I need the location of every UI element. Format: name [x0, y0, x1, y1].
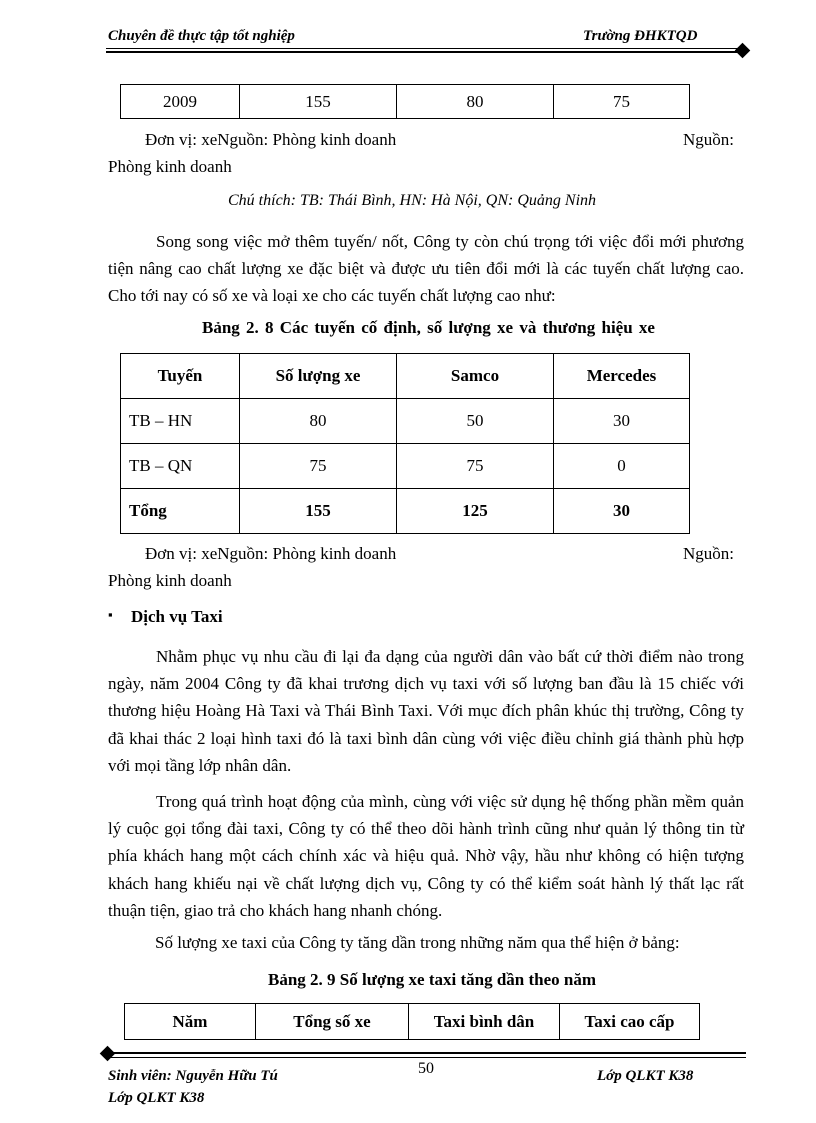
footer-class-right: Lớp QLKT K38: [597, 1068, 694, 1084]
header-rule-thin: [106, 48, 738, 49]
paragraph-4: Số lượng xe taxi của Công ty tăng dần trong những năm qua thể hiện ở bảng:: [155, 933, 680, 952]
table-row: [121, 444, 690, 489]
table-header-cell: Taxi bình dân: [409, 1004, 560, 1040]
table-cell: 80: [397, 85, 554, 119]
section-heading: Dịch vụ Taxi: [131, 607, 223, 626]
footer-student: Sinh viên: Nguyễn Hữu Tú: [108, 1068, 278, 1084]
table-header-cell: Năm: [125, 1004, 256, 1040]
source-cont-2: Phòng kinh doanh: [108, 571, 232, 590]
table-2-9: [124, 1003, 700, 1040]
source-note-1: Đơn vị: xeNguồn: Phòng kinh doanh: [145, 130, 397, 149]
footer-class-left: Lớp QLKT K38: [108, 1090, 205, 1106]
header-title-left: Chuyên đề thực tập tốt nghiệp: [108, 28, 295, 44]
table-cell: 75: [397, 444, 554, 489]
table-cell: 30: [554, 489, 690, 534]
table-2-9-caption: Bảng 2. 9 Số lượng xe taxi tăng dần theo năm: [268, 970, 597, 989]
table-cell: 75: [554, 85, 690, 119]
table-cell: TB – QN: [121, 444, 240, 489]
footer-rule-thick: [108, 1052, 746, 1054]
table-header-cell: Taxi cao cấp: [560, 1004, 700, 1040]
bullet-icon: ▪: [108, 607, 113, 622]
table-cell: 75: [240, 444, 397, 489]
table-header-row: [125, 1004, 700, 1040]
table-cell: 30: [554, 399, 690, 444]
table-header-cell: Mercedes: [554, 354, 690, 399]
table-cell: 0: [554, 444, 690, 489]
header-rule-thick: [106, 51, 738, 53]
table-header-row: [121, 354, 690, 399]
footer-rule-thin: [108, 1057, 746, 1058]
table-cell: 2009: [121, 85, 240, 119]
paragraph-2: Nhằm phục vụ nhu cầu đi lại đa dạng của người dân vào bất cứ thời điểm nào trong ngày, năm 2004 Công ty đã khai trương dịch vụ taxi với số lượng ban đầu là 15 chiếc với thương hiệu Hoàng Hà Taxi và Thái Bình Taxi. Với mục đích phân khúc thị trường, Công ty đã khai thác 2 loại hình taxi đó là taxi bình dân cùng với việc điều chỉnh giá thành phù hợp với mọi tầng lớp nhân dân.: [108, 647, 744, 775]
table-top-remnant: [120, 84, 690, 119]
table-row: [121, 399, 690, 444]
table-total-row: [121, 489, 690, 534]
table-row: [121, 85, 690, 119]
page-number: 50: [418, 1060, 434, 1077]
table-cell: 50: [397, 399, 554, 444]
table-header-cell: Tuyến: [121, 354, 240, 399]
table-cell: 80: [240, 399, 397, 444]
source-cont-1: Phòng kinh doanh: [108, 157, 232, 176]
header-diamond-icon: [735, 43, 751, 59]
source-note-2: Đơn vị: xeNguồn: Phòng kinh doanh: [145, 544, 397, 563]
paragraph-1: Song song việc mở thêm tuyến/ nốt, Công ty còn chú trọng tới việc đổi mới phương tiện nâng cao chất lượng xe đặc biệt và được ưu tiên đổi mới là các tuyến chất lượng cao. Cho tới nay có số xe và loại xe cho các tuyến chất lượng cao như:: [108, 232, 744, 306]
table-header-cell: Số lượng xe: [240, 354, 397, 399]
source-label-2: Nguồn:: [683, 544, 734, 563]
paragraph-3: Trong quá trình hoạt động của mình, cùng với việc sử dụng hệ thống phần mềm quản lý cuộc gọi tổng đài taxi, Công ty có thể theo dõi hành trình cũng như quản lý thông tin từ phía khách hang một cách chính xác và hiệu quả. Nhờ vậy, hầu như không có hiện tượng khách hang khiếu nại về chất lượng dịch vụ, Công ty có thể kiểm soát hành lý thất lạc rất thuận tiện, giao trả cho khách hang nhanh chóng.: [108, 792, 744, 920]
table-cell: 155: [240, 85, 397, 119]
table-note: Chú thích: TB: Thái Bình, HN: Hà Nội, QN: Quảng Ninh: [228, 192, 597, 209]
source-label-1: Nguồn:: [683, 130, 734, 149]
table-2-8: [120, 353, 690, 534]
table-cell: TB – HN: [121, 399, 240, 444]
table-cell: 125: [397, 489, 554, 534]
table-cell: 155: [240, 489, 397, 534]
table-header-cell: Tổng số xe: [256, 1004, 409, 1040]
table-header-cell: Samco: [397, 354, 554, 399]
table-cell: Tổng: [121, 489, 240, 534]
table-2-8-caption: Bảng 2. 8 Các tuyến cố định, số lượng xe và thương hiệu xe: [202, 318, 655, 337]
header-title-right: Trường ĐHKTQD: [583, 28, 698, 44]
